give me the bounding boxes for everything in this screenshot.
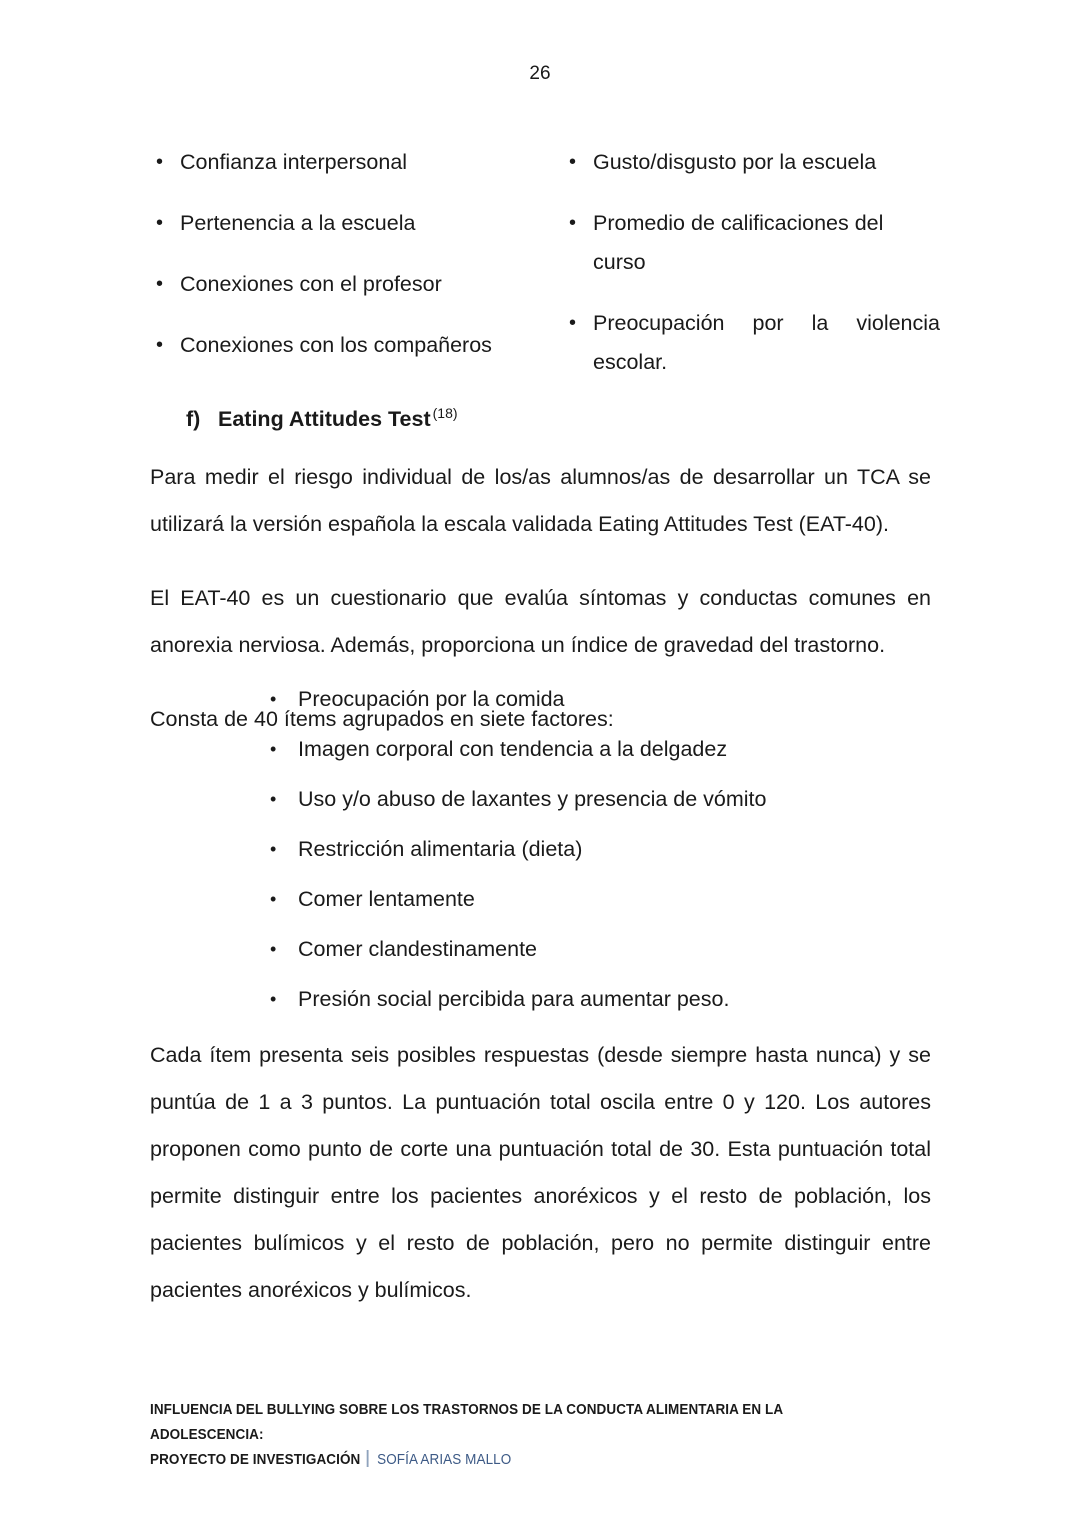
list-item: • Comer lentamente (268, 884, 928, 914)
footer-subtitle (150, 1448, 894, 1473)
bullet-column-left (150, 143, 545, 382)
list-item: • Pertenencia a la escuela (150, 204, 527, 243)
bullet-list-right (563, 143, 940, 382)
paragraph: Consta de 40 ítems agrupados en siete factores: (150, 707, 614, 731)
paragraph-group-closing (150, 1032, 931, 1314)
list-item: • Uso y/o abuso de laxantes y presencia de vómito (268, 784, 928, 814)
list-item: • Presión social percibida para aumentar peso. (268, 984, 928, 1014)
list-item: • Gusto/disgusto por la escuela (563, 143, 940, 182)
factor-list (268, 684, 928, 1014)
list-item: • Promedio de calificaciones del curso (563, 204, 940, 282)
paragraph: Cada ítem presenta seis posibles respuestas (desde siempre hasta nunca) y se puntúa de 1 a 3 puntos. La puntuación total oscila entre 0 y 120. Los autores proponen como punto de corte una puntuación total de 30. Esta puntuación total permite distinguir entre los pacientes anoréxicos y el resto de población, los pacientes bulímicos y el resto de población, pero no permite distinguir entre pacientes anoréxicos y bulímicos. (150, 1043, 931, 1302)
list-item: • Conexiones con los compañeros (150, 326, 527, 365)
list-item: • Imagen corporal con tendencia a la delgadez (268, 734, 928, 764)
section-title: Eating Attitudes Test (218, 407, 431, 432)
paragraph: El EAT-40 es un cuestionario que evalúa síntomas y conductas comunes en anorexia nerviosa. Además, proporciona un índice de gravedad del trastorno. (150, 586, 931, 657)
section-reference: (18) (432, 405, 458, 421)
two-column-bullet-section (150, 143, 940, 382)
section-marker: f) (186, 407, 201, 432)
footer-project: PROYECTO DE INVESTIGACIÓN (150, 1452, 361, 1468)
list-item: • Preocupación por la comida (268, 684, 928, 714)
bullet-column-right (545, 143, 940, 382)
list-item: • Conexiones con el profesor (150, 265, 527, 304)
list-item: • Confianza interpersonal (150, 143, 527, 182)
page-number: 26 (529, 63, 551, 84)
footer-separator-icon (367, 1450, 369, 1467)
list-item: • Comer clandestinamente (268, 934, 928, 964)
section-heading (186, 398, 458, 434)
paragraph: Para medir el riesgo individual de los/as alumnos/as de desarrollar un TCA se utilizará la versión española la escala validada Eating Attitudes Test (EAT-40). (150, 465, 931, 536)
footer-title: INFLUENCIA DEL BULLYING SOBRE LOS TRASTORNOS DE LA CONDUCTA ALIMENTARIA EN LA ADOLESCENCIA: (150, 1402, 783, 1443)
bullet-list-left (150, 143, 527, 365)
footer-author: SOFÍA ARIAS MALLO (377, 1452, 512, 1468)
list-item: • Preocupación por la violencia escolar. (563, 304, 940, 382)
page-footer (150, 1398, 950, 1473)
list-item: • Restricción alimentaria (dieta) (268, 834, 928, 864)
